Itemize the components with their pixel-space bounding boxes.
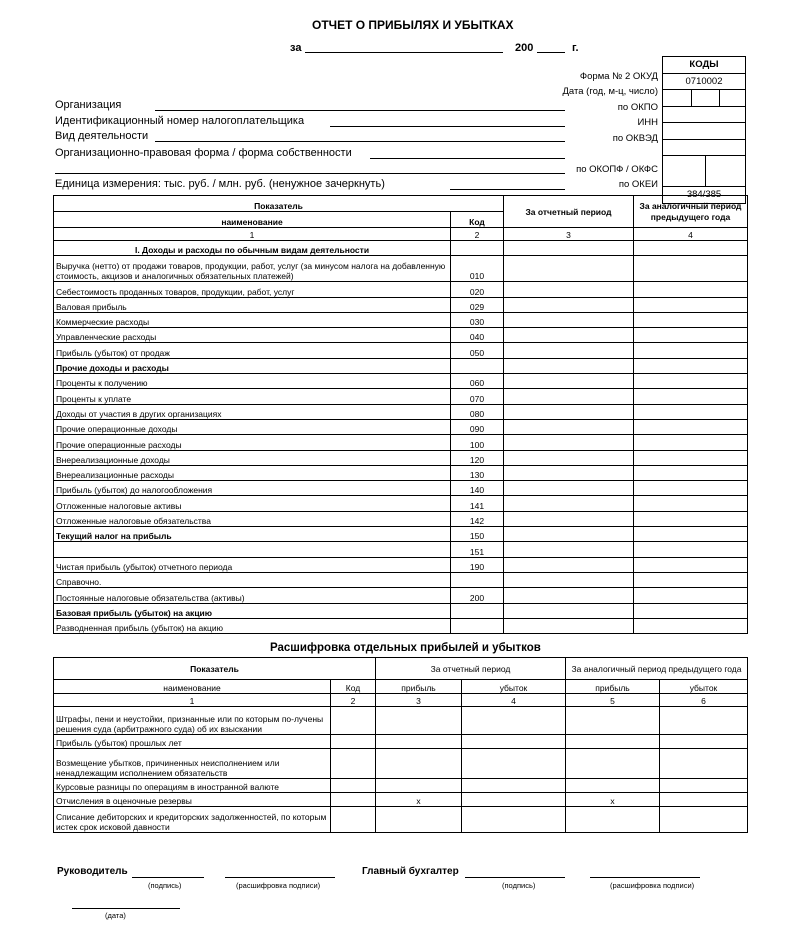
row-name: Отложенные налоговые обязательства bbox=[54, 511, 451, 526]
detail-row-value[interactable] bbox=[660, 735, 748, 749]
table-row bbox=[54, 572, 748, 587]
detail-row-value[interactable] bbox=[660, 807, 748, 833]
row-previous-value[interactable] bbox=[634, 435, 748, 450]
row-name: Прибыль (убыток) от продаж bbox=[54, 343, 451, 358]
detail-row-value[interactable] bbox=[376, 807, 462, 833]
row-code: 142 bbox=[451, 511, 504, 526]
head-label: Руководитель bbox=[57, 866, 128, 877]
detail-title: Расшифровка отдельных прибылей и убытков bbox=[270, 642, 541, 654]
col-name-header: наименование bbox=[54, 212, 451, 228]
row-name: Выручка (нетто) от продажи товаров, продукции, работ, услуг (за минусом налога на добавленную стоимость, акцизов и аналогичных обязательных платежей) bbox=[54, 256, 451, 282]
row-name bbox=[54, 542, 451, 557]
row-name: Отложенные налоговые активы bbox=[54, 496, 451, 511]
row-code: 030 bbox=[451, 312, 504, 327]
codes-date-cell[interactable] bbox=[663, 89, 745, 106]
row-current-value[interactable] bbox=[504, 542, 634, 557]
inn-label: Идентификационный номер налогоплательщика bbox=[55, 115, 305, 127]
codes-okpo-cell[interactable] bbox=[663, 106, 745, 123]
detail-row-name: Прибыль (убыток) прошлых лет bbox=[54, 735, 331, 749]
row-name: Прочие доходы и расходы bbox=[54, 358, 451, 373]
detail-row-value[interactable] bbox=[566, 807, 660, 833]
table-row bbox=[54, 374, 748, 389]
det-num-2: 2 bbox=[331, 694, 376, 707]
row-current-value[interactable] bbox=[504, 404, 634, 419]
row-current-value[interactable] bbox=[504, 511, 634, 526]
table-row bbox=[54, 389, 748, 404]
row-current-value[interactable] bbox=[504, 343, 634, 358]
det-loss-header-cur: убыток bbox=[462, 680, 566, 694]
report-title: ОТЧЕТ О ПРИБЫЛЯХ И УБЫТКАХ bbox=[312, 18, 514, 32]
detail-row-value[interactable] bbox=[462, 779, 566, 793]
row-current-value[interactable] bbox=[504, 256, 634, 282]
codes-okei-label: по ОКЕИ bbox=[618, 179, 658, 190]
year-suffix: г. bbox=[572, 42, 579, 54]
codes-okopf-cell[interactable] bbox=[663, 155, 745, 186]
row-name: Коммерческие расходы bbox=[54, 312, 451, 327]
row-code: 151 bbox=[451, 542, 504, 557]
date-hint: (дата) bbox=[105, 911, 126, 920]
row-name: Проценты к получению bbox=[54, 374, 451, 389]
det-code-header: Код bbox=[331, 680, 376, 694]
row-current-value[interactable] bbox=[504, 603, 634, 618]
detail-row-value[interactable]: х bbox=[376, 793, 462, 807]
row-name: Внереализационные доходы bbox=[54, 450, 451, 465]
detail-row-value[interactable] bbox=[566, 735, 660, 749]
row-previous-value[interactable] bbox=[634, 241, 748, 256]
detail-row-name: Штрафы, пени и неустойки, признанные или по которым по-лучены решения суда (арбитражного суда) об их взыскании bbox=[54, 707, 331, 735]
row-code bbox=[451, 572, 504, 587]
head-signature-hint: (подпись) bbox=[148, 881, 182, 890]
date-field[interactable] bbox=[72, 908, 180, 909]
row-current-value[interactable] bbox=[504, 618, 634, 633]
det-previous-header: За аналогичный период предыдущего года bbox=[566, 658, 748, 680]
col-num-3: 3 bbox=[504, 228, 634, 241]
codes-okved-label: по ОКВЭД bbox=[612, 133, 658, 144]
row-code: 029 bbox=[451, 297, 504, 312]
unit-label: Единица измерения: тыс. руб. / млн. руб. (ненужное зачеркнуть) bbox=[55, 178, 385, 190]
detail-row-value[interactable] bbox=[462, 735, 566, 749]
row-current-value[interactable] bbox=[504, 527, 634, 542]
row-code: 080 bbox=[451, 404, 504, 419]
row-current-value[interactable] bbox=[504, 572, 634, 587]
det-num-1: 1 bbox=[54, 694, 331, 707]
row-code: 100 bbox=[451, 435, 504, 450]
row-name: I. Доходы и расходы по обычным видам деятельности bbox=[54, 241, 451, 256]
row-previous-value[interactable] bbox=[634, 496, 748, 511]
detail-row-code[interactable] bbox=[331, 779, 376, 793]
row-code bbox=[451, 603, 504, 618]
table-row bbox=[54, 419, 748, 434]
codes-okpo-label: по ОКПО bbox=[617, 102, 658, 113]
row-current-value[interactable] bbox=[504, 435, 634, 450]
detail-row bbox=[54, 707, 748, 735]
codes-heading: КОДЫ bbox=[689, 59, 719, 70]
table-row bbox=[54, 496, 748, 511]
row-current-value[interactable] bbox=[504, 419, 634, 434]
row-current-value[interactable] bbox=[504, 241, 634, 256]
row-code: 040 bbox=[451, 328, 504, 343]
row-previous-value[interactable] bbox=[634, 404, 748, 419]
detail-row-name: Отчисления в оценочные резервы bbox=[54, 793, 331, 807]
col-previous-header: За аналогичный период предыдущего года bbox=[634, 196, 748, 228]
row-previous-value[interactable] bbox=[634, 374, 748, 389]
col-current-header: За отчетный период bbox=[504, 196, 634, 228]
row-code: 150 bbox=[451, 527, 504, 542]
table-row bbox=[54, 618, 748, 633]
row-previous-value[interactable] bbox=[634, 328, 748, 343]
row-previous-value[interactable] bbox=[634, 511, 748, 526]
det-profit-header-cur: прибыль bbox=[376, 680, 462, 694]
row-name: Себестоимость проданных товаров, продукции, работ, услуг bbox=[54, 282, 451, 297]
detail-row-name: Курсовые разницы по операциям в иностранной валюте bbox=[54, 779, 331, 793]
row-code: 010 bbox=[451, 256, 504, 282]
detail-row bbox=[54, 807, 748, 833]
codes-okei-value: 384/385 bbox=[663, 186, 745, 203]
row-current-value[interactable] bbox=[504, 297, 634, 312]
row-previous-value[interactable] bbox=[634, 465, 748, 480]
row-previous-value[interactable] bbox=[634, 256, 748, 282]
detail-row bbox=[54, 779, 748, 793]
row-current-value[interactable] bbox=[504, 588, 634, 603]
row-previous-value[interactable] bbox=[634, 603, 748, 618]
row-current-value[interactable] bbox=[504, 389, 634, 404]
table-row bbox=[54, 588, 748, 603]
codes-inn-cell[interactable] bbox=[663, 122, 745, 139]
col-indicator-header: Показатель bbox=[54, 196, 504, 212]
accountant-decode-hint: (расшифровка подписи) bbox=[610, 881, 695, 890]
detail-table bbox=[53, 657, 748, 833]
detail-row-value[interactable] bbox=[376, 749, 462, 779]
year-field[interactable] bbox=[537, 52, 565, 53]
row-code: 060 bbox=[451, 374, 504, 389]
detail-row-value[interactable] bbox=[462, 807, 566, 833]
row-name: Прибыль (убыток) до налогообложения bbox=[54, 481, 451, 496]
row-current-value[interactable] bbox=[504, 557, 634, 572]
row-name: Прочие операционные доходы bbox=[54, 419, 451, 434]
det-profit-header-prev: прибыль bbox=[566, 680, 660, 694]
table-row bbox=[54, 404, 748, 419]
table-row bbox=[54, 282, 748, 297]
table-row bbox=[54, 603, 748, 618]
detail-row-code[interactable] bbox=[331, 735, 376, 749]
detail-row-name: Возмещение убытков, причиненных неисполнением или ненадлежащим исполнением обязательств bbox=[54, 749, 331, 779]
detail-row bbox=[54, 735, 748, 749]
col-num-1: 1 bbox=[54, 228, 451, 241]
det-num-5: 5 bbox=[566, 694, 660, 707]
col-num-2: 2 bbox=[451, 228, 504, 241]
row-name: Внереализационные расходы bbox=[54, 465, 451, 480]
detail-row bbox=[54, 749, 748, 779]
row-code: 090 bbox=[451, 419, 504, 434]
table-row bbox=[54, 328, 748, 343]
legal-form-field-1[interactable] bbox=[370, 158, 565, 159]
detail-row-value[interactable]: х bbox=[566, 793, 660, 807]
table-row bbox=[54, 465, 748, 480]
codes-box bbox=[662, 56, 746, 204]
detail-row-value[interactable] bbox=[462, 707, 566, 735]
row-previous-value[interactable] bbox=[634, 618, 748, 633]
det-num-3: 3 bbox=[376, 694, 462, 707]
row-previous-value[interactable] bbox=[634, 572, 748, 587]
det-name-header: наименование bbox=[54, 680, 331, 694]
accountant-decode-field[interactable] bbox=[590, 877, 700, 878]
row-code: 190 bbox=[451, 557, 504, 572]
detail-row-value[interactable] bbox=[462, 793, 566, 807]
row-previous-value[interactable] bbox=[634, 527, 748, 542]
table-row bbox=[54, 450, 748, 465]
detail-row-value[interactable] bbox=[660, 779, 748, 793]
table-row bbox=[54, 256, 748, 282]
row-previous-value[interactable] bbox=[634, 282, 748, 297]
detail-row-value[interactable] bbox=[566, 749, 660, 779]
row-previous-value[interactable] bbox=[634, 588, 748, 603]
detail-row bbox=[54, 793, 748, 807]
col-num-4: 4 bbox=[634, 228, 748, 241]
row-previous-value[interactable] bbox=[634, 297, 748, 312]
detail-row-code[interactable] bbox=[331, 807, 376, 833]
row-name: Доходы от участия в других организациях bbox=[54, 404, 451, 419]
row-name: Прочие операционные расходы bbox=[54, 435, 451, 450]
row-current-value[interactable] bbox=[504, 450, 634, 465]
row-current-value[interactable] bbox=[504, 496, 634, 511]
row-name: Управленческие расходы bbox=[54, 328, 451, 343]
row-name: Справочно. bbox=[54, 572, 451, 587]
accountant-signature-field[interactable] bbox=[465, 877, 565, 878]
row-previous-value[interactable] bbox=[634, 419, 748, 434]
table-row bbox=[54, 557, 748, 572]
row-previous-value[interactable] bbox=[634, 343, 748, 358]
det-loss-header-prev: убыток bbox=[660, 680, 748, 694]
row-name: Разводненная прибыль (убыток) на акцию bbox=[54, 618, 451, 633]
codes-okopf-label: по ОКОПФ / ОКФС bbox=[576, 164, 658, 175]
row-name: Текущий налог на прибыль bbox=[54, 527, 451, 542]
legal-form-label: Организационно-правовая форма / форма собственности bbox=[55, 147, 352, 159]
detail-row-value[interactable] bbox=[660, 793, 748, 807]
accountant-label: Главный бухгалтер bbox=[362, 866, 459, 877]
row-code bbox=[451, 358, 504, 373]
codes-okved-cell[interactable] bbox=[663, 139, 745, 156]
row-code: 120 bbox=[451, 450, 504, 465]
row-current-value[interactable] bbox=[504, 481, 634, 496]
row-current-value[interactable] bbox=[504, 374, 634, 389]
det-current-header: За отчетный период bbox=[376, 658, 566, 680]
row-name: Постоянные налоговые обязательства (активы) bbox=[54, 588, 451, 603]
row-code: 200 bbox=[451, 588, 504, 603]
row-code: 020 bbox=[451, 282, 504, 297]
row-current-value[interactable] bbox=[504, 358, 634, 373]
codes-inn-label: ИНН bbox=[637, 117, 658, 128]
table-row bbox=[54, 343, 748, 358]
table-row bbox=[54, 241, 748, 256]
row-previous-value[interactable] bbox=[634, 481, 748, 496]
detail-row-value[interactable] bbox=[660, 749, 748, 779]
row-previous-value[interactable] bbox=[634, 542, 748, 557]
row-previous-value[interactable] bbox=[634, 312, 748, 327]
head-decode-hint: (расшифровка подписи) bbox=[236, 881, 321, 890]
detail-row-value[interactable] bbox=[376, 779, 462, 793]
row-previous-value[interactable] bbox=[634, 450, 748, 465]
detail-row-value[interactable] bbox=[462, 749, 566, 779]
row-current-value[interactable] bbox=[504, 312, 634, 327]
detail-row-code[interactable] bbox=[331, 707, 376, 735]
row-code bbox=[451, 618, 504, 633]
year-prefix: 200 bbox=[515, 42, 534, 54]
row-name: Валовая прибыль bbox=[54, 297, 451, 312]
table-row bbox=[54, 527, 748, 542]
org-label: Организация bbox=[55, 99, 122, 111]
detail-row-value[interactable] bbox=[566, 779, 660, 793]
col-code-header: Код bbox=[451, 212, 504, 228]
row-name: Чистая прибыль (убыток) отчетного периода bbox=[54, 557, 451, 572]
row-previous-value[interactable] bbox=[634, 557, 748, 572]
row-code: 141 bbox=[451, 496, 504, 511]
codes-form-label: Форма № 2 ОКУД bbox=[579, 71, 658, 82]
det-indicator-header: Показатель bbox=[54, 658, 376, 680]
row-code: 050 bbox=[451, 343, 504, 358]
head-decode-field[interactable] bbox=[225, 877, 335, 878]
row-current-value[interactable] bbox=[504, 328, 634, 343]
row-current-value[interactable] bbox=[504, 465, 634, 480]
accountant-signature-hint: (подпись) bbox=[502, 881, 536, 890]
detail-row-value[interactable] bbox=[660, 707, 748, 735]
row-code bbox=[451, 241, 504, 256]
income-statement-table bbox=[53, 195, 748, 634]
row-code: 070 bbox=[451, 389, 504, 404]
row-name: Проценты к уплате bbox=[54, 389, 451, 404]
det-num-4: 4 bbox=[462, 694, 566, 707]
head-signature-field[interactable] bbox=[132, 877, 204, 878]
table-row bbox=[54, 542, 748, 557]
period-prefix: за bbox=[290, 42, 302, 54]
detail-row-value[interactable] bbox=[376, 707, 462, 735]
period-field[interactable] bbox=[305, 52, 503, 53]
table-row bbox=[54, 312, 748, 327]
detail-row-code[interactable] bbox=[331, 749, 376, 779]
table-row bbox=[54, 511, 748, 526]
detail-row-name: Списание дебиторских и кредиторских задолженностей, по которым истек срок исковой давности bbox=[54, 807, 331, 833]
detail-row-code[interactable] bbox=[331, 793, 376, 807]
codes-date-label: Дата (год, м-ц, число) bbox=[562, 86, 658, 97]
detail-row-value[interactable] bbox=[376, 735, 462, 749]
table-row bbox=[54, 297, 748, 312]
row-code: 140 bbox=[451, 481, 504, 496]
row-previous-value[interactable] bbox=[634, 389, 748, 404]
activity-label: Вид деятельности bbox=[55, 130, 149, 142]
detail-row-value[interactable] bbox=[566, 707, 660, 735]
table-row bbox=[54, 358, 748, 373]
det-num-6: 6 bbox=[660, 694, 748, 707]
table-row bbox=[54, 481, 748, 496]
row-name: Базовая прибыль (убыток) на акцию bbox=[54, 603, 451, 618]
codes-form-value: 0710002 bbox=[663, 73, 745, 90]
row-previous-value[interactable] bbox=[634, 358, 748, 373]
table-row bbox=[54, 435, 748, 450]
row-current-value[interactable] bbox=[504, 282, 634, 297]
row-code: 130 bbox=[451, 465, 504, 480]
